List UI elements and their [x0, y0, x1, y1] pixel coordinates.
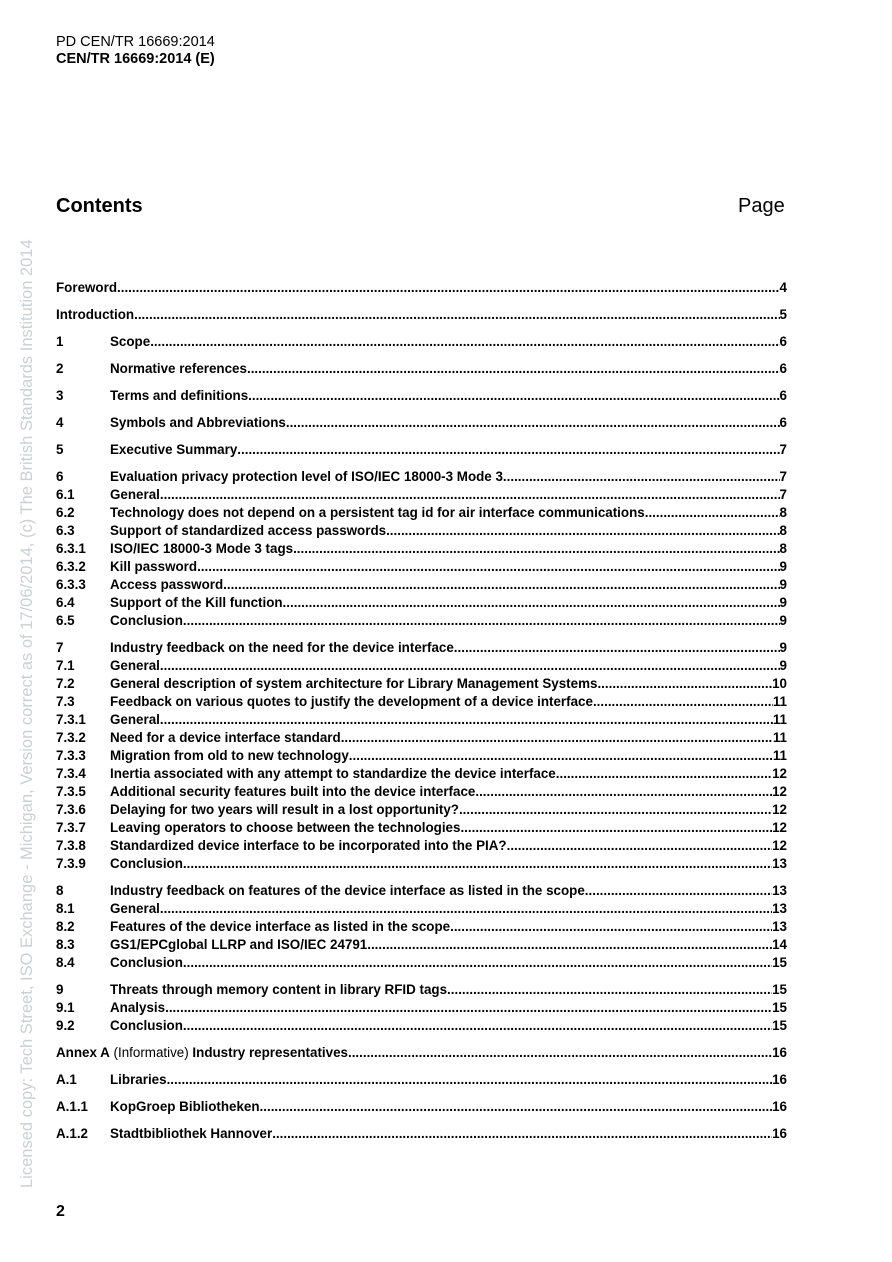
toc-dot-leader [150, 334, 779, 350]
toc-dot-leader [286, 415, 780, 431]
toc-entry-number: 5 [56, 442, 64, 457]
toc-entry-page: 12 [772, 766, 787, 781]
toc-entry-title: Terms and definitions [110, 388, 249, 403]
toc-entry[interactable] [56, 694, 787, 710]
toc-entry-title: Threats through memory content in library RFID tags [110, 982, 448, 997]
toc-entry[interactable] [56, 487, 787, 503]
toc-entry-page: 7 [779, 469, 787, 484]
toc-entry-number: 8.2 [56, 919, 75, 934]
toc-entry-number: 7.3.7 [56, 820, 86, 835]
toc-dot-leader [348, 1045, 772, 1061]
toc-dot-leader [272, 1126, 772, 1142]
toc-entry-page: 13 [772, 883, 787, 898]
toc-entry-number: 7.1 [56, 658, 75, 673]
toc-entry[interactable] [56, 1045, 787, 1061]
toc-dot-leader [117, 280, 780, 296]
toc-dot-leader [645, 505, 780, 521]
toc-dot-leader [248, 388, 779, 404]
toc-entry-title: Additional security features built into the device interface. [110, 784, 480, 799]
toc-entry-page: 11 [772, 748, 787, 763]
toc-entry[interactable] [56, 919, 787, 935]
toc-entry[interactable] [56, 523, 787, 539]
toc-entry-title: Industry feedback on features of the device interface as listed in the scope [110, 883, 585, 898]
toc-dot-leader [260, 1099, 773, 1115]
toc-entry[interactable] [56, 1000, 787, 1016]
toc-entry-page: 11 [772, 712, 787, 727]
toc-entry-page: 9 [779, 658, 787, 673]
toc-entry-title: GS1/EPCglobal LLRP and ISO/IEC 24791 [110, 937, 368, 952]
toc-entry-number: 6.3.3 [56, 577, 86, 592]
toc-entry-number: 7.3.5 [56, 784, 86, 799]
toc-dot-leader [459, 802, 772, 818]
toc-entry-page: 15 [772, 982, 787, 997]
toc-dot-leader [460, 820, 772, 836]
toc-dot-leader [183, 613, 780, 629]
toc-entry-page: 11 [772, 730, 787, 745]
toc-entry[interactable] [56, 766, 787, 782]
toc-entry-title: Feedback on various quotes to justify the development of a device interface [110, 694, 593, 709]
toc-entry-number: 6.3 [56, 523, 75, 538]
toc-entry-page: 6 [779, 334, 787, 349]
toc-entry-title: Conclusion [110, 856, 183, 871]
toc-entry-title: Features of the device interface as listed in the scope [110, 919, 451, 934]
toc-dot-leader [293, 541, 779, 557]
toc-entry-page: 6 [779, 388, 787, 403]
toc-dot-leader [160, 901, 772, 917]
toc-entry-number: 4 [56, 415, 64, 430]
toc-entry-title: General [110, 712, 160, 727]
toc-entry-title: Normative references [110, 361, 247, 376]
toc-entry[interactable] [56, 280, 787, 296]
toc-dot-leader [286, 595, 779, 611]
toc-dot-leader [585, 883, 772, 899]
toc-entry-number: 9.1 [56, 1000, 75, 1015]
toc-entry-page: 4 [779, 280, 787, 295]
toc-dot-leader [447, 982, 772, 998]
toc-entry-title: Stadtbibliothek Hannover [110, 1126, 273, 1141]
toc-dot-leader [556, 766, 772, 782]
toc-entry-title: Kill password [110, 559, 198, 574]
toc-dot-leader [450, 919, 772, 935]
toc-entry-number: 7.3.6 [56, 802, 86, 817]
toc-entry[interactable] [56, 883, 787, 899]
toc-entry-number: 2 [56, 361, 64, 376]
toc-entry-number: 7 [56, 640, 64, 655]
toc-entry-number: 6.3.2 [56, 559, 86, 574]
toc-entry-number: A.1.2 [56, 1126, 89, 1141]
toc-dot-leader [160, 487, 780, 503]
toc-entry[interactable] [56, 442, 787, 458]
toc-entry[interactable] [56, 1099, 787, 1115]
toc-entry-number: 1 [56, 334, 64, 349]
toc-entry-title: Migration from old to new technology [110, 748, 349, 763]
toc-entry-page: 16 [772, 1099, 787, 1114]
toc-dot-leader [183, 1018, 772, 1034]
toc-entry-page: 15 [772, 1018, 787, 1033]
toc-entry-number: 6.5 [56, 613, 75, 628]
toc-entry-number: 8.1 [56, 901, 75, 916]
toc-entry-number: 7.3.1 [56, 712, 86, 727]
toc-entry[interactable] [56, 1126, 787, 1142]
toc-dot-leader [593, 694, 773, 710]
toc-entry-page: 16 [772, 1072, 787, 1087]
toc-entry-number: 7.3.8 [56, 838, 86, 853]
toc-dot-leader [349, 748, 773, 764]
toc-entry[interactable] [56, 640, 787, 656]
toc-entry[interactable] [56, 955, 787, 971]
toc-entry-number: 8 [56, 883, 64, 898]
toc-entry-page: 11 [772, 694, 787, 709]
license-watermark: Licensed copy: Tech Street, ISO Exchange - Michigan, Version correct as of 17/06/2014, (c) The British Standards Institution 2014 [18, 239, 36, 1188]
toc-entry-title: Conclusion [110, 613, 183, 628]
toc-entry[interactable] [56, 712, 787, 728]
toc-entry[interactable] [56, 334, 787, 350]
toc-entry-title: General description of system architecture for Library Management Systems [110, 676, 598, 691]
toc-entry[interactable] [56, 982, 787, 998]
toc-dot-leader [183, 955, 772, 971]
toc-entry-number: 7.2 [56, 676, 75, 691]
toc-entry-title: Analysis [110, 1000, 166, 1015]
toc-dot-leader [507, 838, 773, 854]
toc-entry-title: Support of the Kill function. [110, 595, 287, 610]
toc-entry-page: 7 [779, 487, 787, 502]
toc-entry[interactable] [56, 415, 787, 431]
document-header [56, 34, 215, 68]
toc-entry-page: 12 [772, 802, 787, 817]
toc-entry-number: 8.4 [56, 955, 75, 970]
toc-entry[interactable] [56, 838, 787, 854]
toc-entry[interactable] [56, 388, 787, 404]
toc-entry[interactable] [56, 784, 787, 800]
toc-dot-leader [454, 640, 780, 656]
toc-entry-page: 12 [772, 838, 787, 853]
toc-entry-page: 12 [772, 784, 787, 799]
toc-dot-leader [367, 937, 772, 953]
toc-entry-page: 14 [772, 937, 787, 952]
toc-entry-title: Scope [110, 334, 151, 349]
toc-entry[interactable] [56, 595, 787, 611]
toc-entry-page: 16 [772, 1045, 787, 1060]
toc-entry-number: A.1 [56, 1072, 77, 1087]
toc-entry-title: Executive Summary [110, 442, 238, 457]
toc-entry-number: 9.2 [56, 1018, 75, 1033]
toc-entry-title: Evaluation privacy protection level of ISO/IEC 18000-3 Mode 3 [110, 469, 503, 484]
toc-dot-leader [597, 676, 772, 692]
toc-entry-page: 13 [772, 901, 787, 916]
toc-entry-title: General [110, 901, 160, 916]
toc-entry[interactable] [56, 559, 787, 575]
toc-dot-leader [134, 307, 779, 323]
toc-entry[interactable] [56, 820, 787, 836]
toc-entry-title: Delaying for two years will result in a lost opportunity? [110, 802, 459, 817]
toc-entry-title: Technology does not depend on a persistent tag id for air interface communications [110, 505, 645, 520]
toc-entry[interactable] [56, 748, 787, 764]
toc-entry-title: Access password [110, 577, 224, 592]
toc-entry-page: 8 [779, 505, 787, 520]
toc-entry-number: A.1.1 [56, 1099, 89, 1114]
toc-entry-title: Conclusion [110, 1018, 183, 1033]
toc-entry-title: Symbols and Abbreviations [110, 415, 286, 430]
toc-entry-page: 10 [772, 676, 787, 691]
toc-entry-page: 9 [779, 640, 787, 655]
toc-dot-leader [247, 361, 780, 377]
toc-entry-number: 7.3.3 [56, 748, 86, 763]
toc-dot-leader [165, 1000, 772, 1016]
document-id-line1: PD CEN/TR 16669:2014 [56, 34, 215, 50]
toc-entry-title: Libraries [110, 1072, 167, 1087]
toc-entry[interactable] [56, 658, 787, 674]
toc-entry-page: 9 [779, 559, 787, 574]
toc-entry-title: Industry feedback on the need for the device interface [110, 640, 454, 655]
toc-entry-title: ISO/IEC 18000-3 Mode 3 tags [110, 541, 294, 556]
toc-entry[interactable] [56, 469, 787, 485]
toc-entry[interactable] [56, 541, 787, 557]
contents-heading: Contents [56, 195, 143, 217]
toc-entry-title: Annex A (Informative) Industry representatives [56, 1045, 348, 1060]
toc-entry-number: 7.3.2 [56, 730, 86, 745]
toc-entry-page: 13 [772, 919, 787, 934]
toc-entry-page: 9 [779, 595, 787, 610]
toc-entry-number: 6.4 [56, 595, 75, 610]
toc-entry[interactable] [56, 361, 787, 377]
toc-entry-title: Support of standardized access passwords [110, 523, 387, 538]
toc-entry[interactable] [56, 505, 787, 521]
toc-entry-number: 6.2 [56, 505, 75, 520]
toc-entry-title: Inertia associated with any attempt to standardize the device interface [110, 766, 556, 781]
toc-dot-leader [341, 730, 773, 746]
toc-entry-title: Conclusion [110, 955, 183, 970]
toc-entry-number: 9 [56, 982, 64, 997]
toc-entry-title: General [110, 487, 160, 502]
toc-entry-annex-type: (Informative) [109, 1045, 193, 1060]
toc-entry-page: 8 [779, 523, 787, 538]
toc-entry-title: Need for a device interface standard [110, 730, 341, 745]
toc-entry[interactable] [56, 937, 787, 953]
toc-entry[interactable] [56, 730, 787, 746]
toc-entry-page: 7 [779, 442, 787, 457]
toc-entry-title: Standardized device interface to be incorporated into the PIA? [110, 838, 507, 853]
toc-entry[interactable] [56, 901, 787, 917]
toc-entry-page: 6 [779, 415, 787, 430]
toc-entry-title: KopGroep Bibliotheken [110, 1099, 260, 1114]
toc-entry-number: 7.3 [56, 694, 75, 709]
page-column-heading: Page [738, 195, 785, 217]
toc-dot-leader [237, 442, 779, 458]
toc-entry[interactable] [56, 676, 787, 692]
toc-entry[interactable] [56, 1072, 787, 1088]
toc-entry-page: 16 [772, 1126, 787, 1141]
toc-dot-leader [183, 856, 772, 872]
toc-entry-number: 7.3.9 [56, 856, 86, 871]
toc-entry-page: 12 [772, 820, 787, 835]
toc-entry[interactable] [56, 307, 787, 323]
toc-entry[interactable] [56, 577, 787, 593]
toc-entry-number: 8.3 [56, 937, 75, 952]
toc-entry-number: 6 [56, 469, 64, 484]
toc-entry[interactable] [56, 613, 787, 629]
toc-entry[interactable] [56, 802, 787, 818]
toc-dot-leader [503, 469, 780, 485]
toc-entry-title: Foreword [56, 280, 118, 295]
toc-entry-page: 5 [779, 307, 787, 322]
toc-entry-title: Leaving operators to choose between the technologies [110, 820, 461, 835]
toc-entry-page: 8 [779, 541, 787, 556]
toc-entry-number: 7.3.4 [56, 766, 86, 781]
toc-dot-leader [160, 658, 780, 674]
toc-entry-page: 15 [772, 1000, 787, 1015]
toc-entry-number: 6.3.1 [56, 541, 86, 556]
toc-entry-title: General [110, 658, 160, 673]
toc-entry-page: 13 [772, 856, 787, 871]
toc-entry-page: 9 [779, 577, 787, 592]
document-id-line2: CEN/TR 16669:2014 (E) [56, 51, 215, 67]
toc-dot-leader [479, 784, 772, 800]
toc-entry[interactable] [56, 856, 787, 872]
toc-dot-leader [167, 1072, 773, 1088]
toc-entry-page: 6 [779, 361, 787, 376]
toc-dot-leader [197, 559, 779, 575]
toc-entry-page: 9 [779, 613, 787, 628]
toc-dot-leader [223, 577, 779, 593]
toc-entry-number: 6.1 [56, 487, 75, 502]
toc-entry-page: 15 [772, 955, 787, 970]
toc-entry-title: Introduction [56, 307, 135, 322]
toc-dot-leader [160, 712, 773, 728]
toc-entry[interactable] [56, 1018, 787, 1034]
page-number: 2 [56, 1203, 65, 1220]
toc-dot-leader [386, 523, 779, 539]
toc-entry-number: 3 [56, 388, 64, 403]
